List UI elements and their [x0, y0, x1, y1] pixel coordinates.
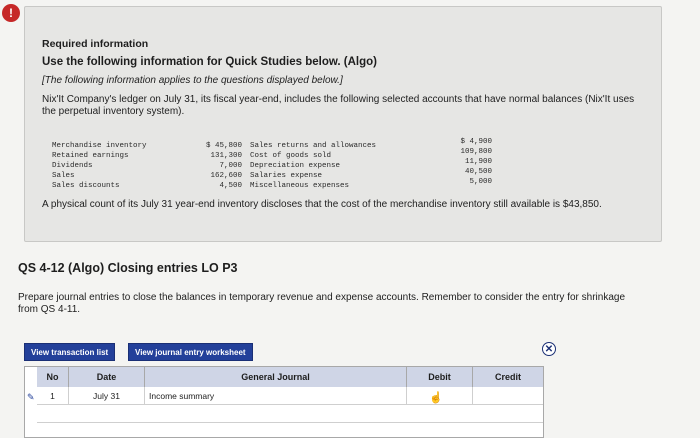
use-following-information: Use the following information for Quick Studies below. (Algo) — [42, 56, 377, 68]
ledger-right-name: Sales returns and allowances — [250, 142, 377, 150]
col-header-date: Date — [69, 367, 145, 387]
ledger-left-amount: 4,500 — [219, 182, 242, 190]
close-icon[interactable]: ✕ — [542, 342, 556, 356]
ledger-left-name: Sales discounts — [52, 182, 120, 190]
ledger-right-amount: 11,900 — [464, 158, 492, 166]
ledger-right-name: Cost of goods sold — [250, 152, 332, 160]
ledger-right-amount: $ 4,900 — [460, 138, 492, 146]
view-transaction-list-button[interactable]: View transaction list — [24, 343, 115, 361]
journal-table — [24, 366, 544, 438]
ledger-left-name: Dividends — [52, 162, 93, 170]
ledger-left-amount: 162,600 — [210, 172, 242, 180]
ledger-left-amount: 7,000 — [219, 162, 242, 170]
empty-row — [37, 405, 543, 423]
col-header-credit: Credit — [473, 367, 543, 387]
row-date[interactable]: July 31 — [69, 387, 145, 405]
required-information-heading: Required information — [42, 38, 149, 50]
ledger-right-amount: 109,800 — [460, 148, 492, 156]
row-credit-input[interactable] — [473, 387, 543, 405]
ledger-left-name: Retained earnings — [52, 152, 129, 160]
hand-pointer-icon: ☝ — [429, 392, 443, 404]
ledger-right-name: Depreciation expense — [250, 162, 341, 170]
ledger-right-name: Miscellaneous expenses — [250, 182, 350, 190]
ledger-left-name: Sales — [52, 172, 75, 180]
question-title: QS 4-12 (Algo) Closing entries LO P3 — [18, 261, 238, 275]
ledger-right-name: Salaries expense — [250, 172, 323, 180]
ledger-left-name: Merchandise inventory — [52, 142, 147, 150]
row-number: 1 — [37, 387, 69, 405]
ledger-left-amount: 131,300 — [210, 152, 242, 160]
ledger-right-amount: 40,500 — [464, 168, 492, 176]
alert-icon: ! — [2, 4, 20, 22]
row-account[interactable]: Income summary — [145, 387, 407, 405]
ledger-intro: Nix'It Company's ledger on July 31, its fiscal year-end, includes the following selected accounts that have normal balances (Nix'It uses the perpetual inventory system). — [42, 94, 635, 117]
view-journal-entry-worksheet-button[interactable]: View journal entry worksheet — [128, 343, 253, 361]
physical-count-note: A physical count of its July 31 year-end inventory discloses that the cost of the merchandise inventory still available is $43,850. — [42, 199, 602, 210]
col-header-general-journal: General Journal — [145, 367, 407, 387]
col-header-no: No — [37, 367, 69, 387]
edit-pencil-icon[interactable]: ✎ — [27, 392, 35, 402]
applies-note: [The following information applies to the questions displayed below.] — [42, 75, 343, 86]
ledger-left-amount: $ 45,800 — [205, 142, 242, 150]
question-prompt: Prepare journal entries to close the balances in temporary revenue and expense accounts. Remember to consider the entry for shrinkage from QS 4-11. — [18, 292, 626, 315]
col-header-debit: Debit — [407, 367, 473, 387]
ledger-right-amount: 5,000 — [469, 178, 492, 186]
